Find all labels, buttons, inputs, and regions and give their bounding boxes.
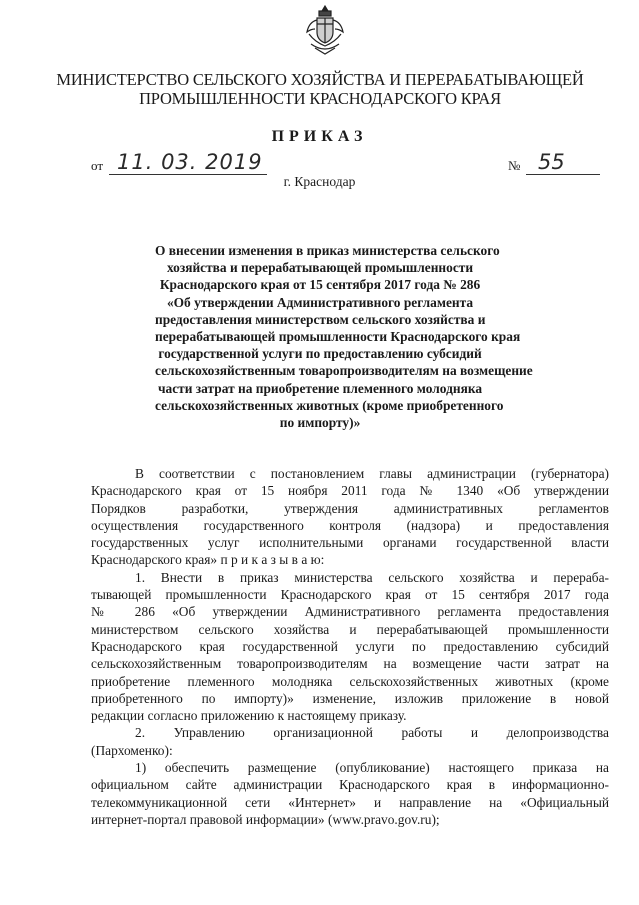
- handwritten-number: 55: [526, 150, 600, 175]
- ministry-name-line: МИНИСТЕРСТВО СЕЛЬСКОГО ХОЗЯЙСТВА И ПЕРЕРАБАТЫВАЮЩЕЙ: [56, 70, 584, 89]
- body-line: Краснодарского края от 15 ноября 2011 года № 1340 «Об утверждении: [91, 483, 609, 499]
- subject-line: по импорту)»: [279, 415, 361, 431]
- handwritten-date: 11. 03. 2019: [109, 150, 267, 175]
- subject-line: предоставления министерством сельского хозяйства и: [155, 311, 486, 327]
- order-body: [91, 465, 609, 828]
- body-line: приобретение племенного молодняка сельскохозяйственных животных (кроме: [91, 673, 609, 689]
- body-line: Краснодарского края» п р и к а з ы в а ю:: [91, 552, 325, 568]
- subject-line: сельскохозяйственным товаропроизводителям на возмещение: [155, 363, 533, 379]
- body-line: министерством сельского хозяйства и перерабатывающей промышленности: [91, 621, 609, 637]
- body-line: государственных услуг исполнительными органами государственной власти: [91, 535, 609, 551]
- coat-of-arms-icon: [305, 4, 345, 56]
- body-line: интернет-портал правовой информации» (www.pravo.gov.ru);: [91, 811, 440, 827]
- body-line: осуществления государственного контроля (надзора) и предоставления: [91, 517, 609, 533]
- subject-line: «Об утверждении Административного регламента: [166, 294, 474, 310]
- body-line: официальном сайте администрации Краснодарского края в информационно-: [91, 777, 609, 793]
- subject-line: хозяйства и перерабатывающей промышленности: [166, 260, 474, 276]
- body-line: телекоммуникационной сети «Интернет» и направление на «Официальный: [91, 794, 609, 810]
- ministry-name-line: ПРОМЫШЛЕННОСТИ КРАСНОДАРСКОГО КРАЯ: [139, 89, 501, 108]
- subject-line: сельскохозяйственных животных (кроме приобретенного: [155, 397, 504, 413]
- body-line: 2. Управлению организационной работы и делопроизводства: [135, 725, 609, 741]
- subject-line: перерабатывающей промышленности Краснодарского края: [155, 329, 521, 345]
- order-title: ПРИКАЗ: [271, 128, 368, 145]
- ministry-name: [40, 70, 600, 108]
- city: г. Краснодар: [283, 174, 356, 189]
- body-line: 1. Внести в приказ министерства сельского хозяйства и перераба-: [135, 569, 609, 585]
- body-line: сельскохозяйственным товаропроизводителям на возмещение части затрат на: [91, 656, 609, 672]
- body-line: Краснодарского края государственной услуги по предоставлению субсидий: [91, 638, 609, 654]
- order-subject: [155, 242, 533, 431]
- body-line: редакции согласно приложению к настоящему приказу.: [91, 708, 407, 724]
- subject-line: Краснодарского края от 15 сентября 2017 года № 286: [159, 277, 481, 293]
- body-line: приобретенного по импорту)» изменение, изложив приложение в новой: [91, 690, 609, 706]
- number-prefix: №: [508, 158, 521, 173]
- date-prefix: от: [91, 158, 104, 173]
- subject-line: государственной услуги по предоставлению субсидий: [158, 346, 482, 362]
- body-line: В соответствии с постановлением главы администрации (губернатора): [135, 466, 609, 481]
- body-line: (Пархоменко):: [91, 742, 173, 758]
- subject-line: части затрат на приобретение племенного молодняка: [157, 380, 483, 396]
- body-line: 1) обеспечить размещение (опубликование) настоящего приказа на: [135, 760, 609, 776]
- body-line: № 286 «Об утверждении Административного регламента предоставления: [91, 604, 609, 620]
- body-line: тывающей промышленности Краснодарского края от 15 сентября 2017 года: [91, 587, 609, 603]
- subject-line: О внесении изменения в приказ министерства сельского: [155, 243, 500, 258]
- body-line: Порядков разработки, утверждения административных регламентов: [91, 500, 609, 516]
